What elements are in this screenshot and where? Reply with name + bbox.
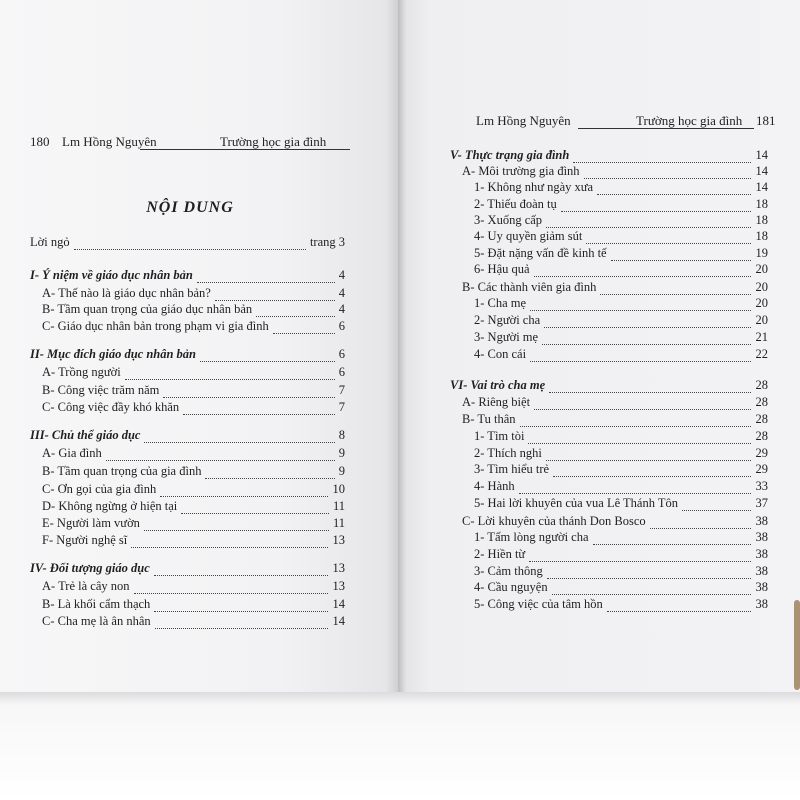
toc-entry-label: 6- Hậu quả: [474, 262, 530, 276]
dot-leader: [273, 319, 335, 334]
toc-entry: [450, 378, 768, 394]
toc-entry: [450, 229, 768, 245]
toc-entry-label: B- Tu thân: [462, 412, 516, 426]
dot-leader: [520, 412, 751, 427]
toc-entry: [450, 547, 768, 563]
dot-leader: [597, 180, 751, 195]
dot-leader: [181, 499, 329, 514]
dot-leader: [183, 400, 335, 415]
toc-entry-label: 5- Đặt nặng vấn đề kinh tế: [474, 246, 607, 260]
dot-leader: [529, 547, 751, 562]
dot-leader: [549, 378, 751, 393]
toc-entry-label: F- Người nghệ sĩ: [42, 533, 128, 547]
toc-entry: [450, 296, 768, 312]
toc-entry-label: A- Trồng người: [42, 365, 121, 379]
dot-leader: [125, 365, 335, 380]
dot-leader: [530, 347, 751, 362]
toc-entry: [30, 286, 345, 302]
toc-entry: [450, 313, 768, 329]
dot-leader: [134, 579, 328, 594]
dot-leader: [586, 229, 751, 244]
toc-entry-page: 28: [755, 395, 768, 409]
right-page: [398, 0, 800, 800]
dot-leader: [131, 533, 328, 548]
header-rule: [578, 128, 754, 129]
dot-leader: [682, 496, 751, 511]
dot-leader: [593, 530, 751, 545]
toc-entry-page: 38: [755, 597, 768, 611]
toc-entry: [450, 197, 768, 213]
toc-entry: [30, 516, 345, 532]
toc-entry-page: 13: [332, 561, 345, 575]
toc-entry: [450, 564, 768, 580]
toc-entry: [450, 280, 768, 296]
toc-entry-label: E- Người làm vườn: [42, 516, 140, 530]
dot-leader: [530, 296, 751, 311]
toc-entry: [30, 428, 345, 444]
toc-entry: [450, 514, 768, 530]
running-author: Lm Hồng Nguyên: [62, 134, 157, 149]
dot-leader: [74, 235, 306, 250]
toc-entry-label: B- Tầm quan trọng của giáo dục nhân bản: [42, 302, 253, 316]
toc-entry-page: 4: [338, 286, 345, 300]
toc-entry: [30, 400, 345, 416]
toc-title: NỘI DUNG: [146, 199, 234, 216]
toc-entry-page: 28: [755, 412, 768, 426]
toc-entry-label: C- Lời khuyên của thánh Don Bosco: [462, 514, 646, 528]
toc-entry-label: B- Là khối cẩm thạch: [42, 597, 151, 611]
toc-entry-label: A- Riêng biệt: [462, 395, 531, 409]
toc-entry: [450, 347, 768, 363]
toc-entry-label: 1- Tìm tòi: [474, 429, 525, 443]
toc-entry-label: 2- Thiếu đoàn tụ: [474, 197, 557, 211]
toc-entry: [30, 347, 345, 363]
toc-entry-label: 3- Cảm thông: [474, 564, 543, 578]
toc-entry: [450, 412, 768, 428]
toc-entry-page: 28: [755, 378, 768, 392]
dot-leader: [544, 313, 751, 328]
toc-entry: [30, 597, 345, 613]
toc-entry: [450, 262, 768, 278]
dot-leader: [163, 383, 335, 398]
toc-entry-page: 38: [755, 580, 768, 594]
dot-leader: [650, 514, 751, 529]
toc-entry: [30, 499, 345, 515]
toc-entry: [30, 464, 345, 480]
toc-entry: [30, 365, 345, 381]
toc-entry-label: D- Không ngừng ở hiện tại: [42, 499, 178, 513]
toc-entry-label: C- Công việc đầy khó khăn: [42, 400, 180, 414]
toc-entry: [30, 302, 345, 318]
toc-entry: [450, 164, 768, 180]
toc-entry-label: 4- Uy quyền giảm sút: [474, 229, 583, 243]
toc-entry-page: 11: [332, 499, 345, 513]
toc-entry-page: 38: [755, 514, 768, 528]
toc-entry-page: 14: [755, 180, 768, 194]
running-title: Trường học gia đình: [220, 134, 327, 149]
toc-entry: [30, 446, 345, 462]
toc-entry: [30, 383, 345, 399]
toc-entry-page: 20: [755, 262, 768, 276]
toc-entry: [30, 235, 345, 251]
toc-entry: [30, 614, 345, 630]
toc-entry-page: 21: [755, 330, 768, 344]
toc-entry: [450, 446, 768, 462]
toc-entry-page: 4: [338, 268, 345, 282]
toc-entry-page: 18: [755, 197, 768, 211]
toc-entry-label: 1- Không như ngày xưa: [474, 180, 594, 194]
toc-entry: [450, 180, 768, 196]
toc-entry-page: 6: [338, 365, 345, 379]
dot-leader: [542, 330, 751, 345]
dot-leader: [106, 446, 335, 461]
toc-entry-page: trang 3: [309, 235, 345, 249]
dot-leader: [561, 197, 751, 212]
toc-entry-label: I- Ý niệm về giáo dục nhân bản: [30, 268, 193, 282]
toc-entry-page: 19: [755, 246, 768, 260]
dot-leader: [547, 564, 751, 579]
toc-entry-page: 14: [332, 614, 345, 628]
toc-entry-page: 38: [755, 564, 768, 578]
toc-entry: [450, 148, 768, 164]
dot-leader: [528, 429, 751, 444]
toc-entry-label: A- Thế nào là giáo dục nhân bản?: [42, 286, 211, 300]
toc-entry-label: 4- Hành: [474, 479, 515, 493]
toc-entry: [450, 395, 768, 411]
toc-entry-page: 29: [755, 462, 768, 476]
left-page: [0, 0, 398, 800]
toc-entry-page: 14: [332, 597, 345, 611]
running-title: Trường học gia đình: [636, 113, 743, 128]
toc-entry-label: C- Giáo dục nhân bản trong phạm vi gia đình: [42, 319, 269, 333]
toc-entry-page: 14: [755, 164, 768, 178]
toc-entry-page: 18: [755, 229, 768, 243]
dot-leader: [197, 268, 335, 283]
toc-entry: [450, 496, 768, 512]
toc-entry-page: 18: [755, 213, 768, 227]
toc-entry-page: 20: [755, 280, 768, 294]
toc-entry-label: 2- Người cha: [474, 313, 541, 327]
toc-entry: [30, 268, 345, 284]
toc-entry-page: 13: [332, 579, 345, 593]
dot-leader: [519, 479, 751, 494]
dot-leader: [144, 428, 335, 443]
dot-leader: [611, 246, 751, 261]
toc-entry-page: 7: [338, 383, 345, 397]
toc-entry-label: 1- Tấm lòng người cha: [474, 530, 589, 544]
dot-leader: [154, 597, 328, 612]
toc-entry-label: III- Chủ thể giáo dục: [30, 428, 141, 442]
toc-entry-label: Lời ngỏ: [30, 235, 70, 249]
dot-leader: [215, 286, 335, 301]
dot-leader: [584, 164, 751, 179]
toc-entry-label: B- Tầm quan trọng của gia đình: [42, 464, 202, 478]
toc-entry-page: 38: [755, 530, 768, 544]
toc-entry-label: 4- Con cái: [474, 347, 527, 361]
toc-entry-page: 33: [755, 479, 768, 493]
toc-entry-page: 9: [338, 464, 345, 478]
toc-entry-label: 4- Cầu nguyện: [474, 580, 548, 594]
dot-leader: [546, 446, 751, 461]
toc-entry-page: 8: [338, 428, 345, 442]
dot-leader: [573, 148, 751, 163]
cover-edge: [794, 600, 800, 690]
toc-entry-page: 6: [338, 347, 345, 361]
toc-entry-label: 2- Hiền từ: [474, 547, 526, 561]
toc-entry: [450, 479, 768, 495]
toc-entry: [450, 462, 768, 478]
toc-entry-page: 6: [338, 319, 345, 333]
dot-leader: [160, 482, 328, 497]
toc-entry: [450, 246, 768, 262]
toc-entry-label: VI- Vai trò cha mẹ: [450, 378, 546, 392]
table-surface: [0, 692, 800, 800]
toc-entry-label: II- Mục đích giáo dục nhân bản: [30, 347, 197, 361]
toc-entry-label: 3- Người mẹ: [474, 330, 539, 344]
dot-leader: [553, 462, 751, 477]
toc-entry-page: 20: [755, 296, 768, 310]
toc-entry-label: 3- Xuống cấp: [474, 213, 543, 227]
dot-leader: [154, 561, 328, 576]
toc-entry-label: C- Cha mẹ là ân nhân: [42, 614, 151, 628]
dot-leader: [144, 516, 329, 531]
toc-entry-label: B- Công việc trăm năm: [42, 383, 160, 397]
toc-entry-page: 11: [332, 516, 345, 530]
page-number: 180: [30, 134, 50, 149]
header-rule: [140, 149, 350, 150]
toc-entry: [30, 482, 345, 498]
toc-entry-label: A- Môi trường gia đình: [462, 164, 580, 178]
toc-entry-label: A- Gia đình: [42, 446, 102, 460]
dot-leader: [600, 280, 751, 295]
toc-entry-label: 1- Cha mẹ: [474, 296, 527, 310]
toc-entry: [450, 530, 768, 546]
toc-entry-label: B- Các thành viên gia đình: [462, 280, 597, 294]
dot-leader: [256, 302, 335, 317]
dot-leader: [155, 614, 328, 629]
toc-entry-page: 29: [755, 446, 768, 460]
toc-entry-label: IV- Đối tượng giáo dục: [30, 561, 150, 575]
toc-entry-label: 2- Thích nghi: [474, 446, 542, 460]
toc-entry-page: 22: [755, 347, 768, 361]
dot-leader: [534, 262, 751, 277]
toc-entry: [450, 580, 768, 596]
running-author: Lm Hồng Nguyên: [476, 113, 571, 128]
toc-entry-page: 10: [332, 482, 345, 496]
toc-entry-page: 20: [755, 313, 768, 327]
toc-entry-page: 37: [755, 496, 768, 510]
dot-leader: [607, 597, 751, 612]
toc-entry-label: 3- Tìm hiểu trẻ: [474, 462, 550, 476]
dot-leader: [534, 395, 751, 410]
toc-entry: [450, 330, 768, 346]
toc-entry: [450, 213, 768, 229]
dot-leader: [552, 580, 751, 595]
toc-entry: [30, 533, 345, 549]
toc-entry: [450, 597, 768, 613]
toc-entry-label: 5- Công việc của tâm hồn: [474, 597, 603, 611]
toc-entry-page: 9: [338, 446, 345, 460]
toc-entry-page: 13: [332, 533, 345, 547]
page-number: 181: [756, 113, 776, 128]
toc-entry: [30, 319, 345, 335]
toc-entry-page: 28: [755, 429, 768, 443]
toc-entry: [30, 579, 345, 595]
toc-entry-label: A- Trẻ là cây non: [42, 579, 130, 593]
toc-entry-label: V- Thực trạng gia đình: [450, 148, 570, 162]
dot-leader: [546, 213, 751, 228]
toc-entry-page: 7: [338, 400, 345, 414]
toc-entry-page: 14: [755, 148, 768, 162]
toc-entry-label: 5- Hai lời khuyên của vua Lê Thánh Tôn: [474, 496, 679, 510]
toc-entry-page: 38: [755, 547, 768, 561]
toc-entry-label: C- Ơn gọi của gia đình: [42, 482, 157, 496]
dot-leader: [205, 464, 335, 479]
dot-leader: [200, 347, 335, 362]
toc-entry: [30, 561, 345, 577]
toc-entry-page: 4: [338, 302, 345, 316]
toc-entry: [450, 429, 768, 445]
